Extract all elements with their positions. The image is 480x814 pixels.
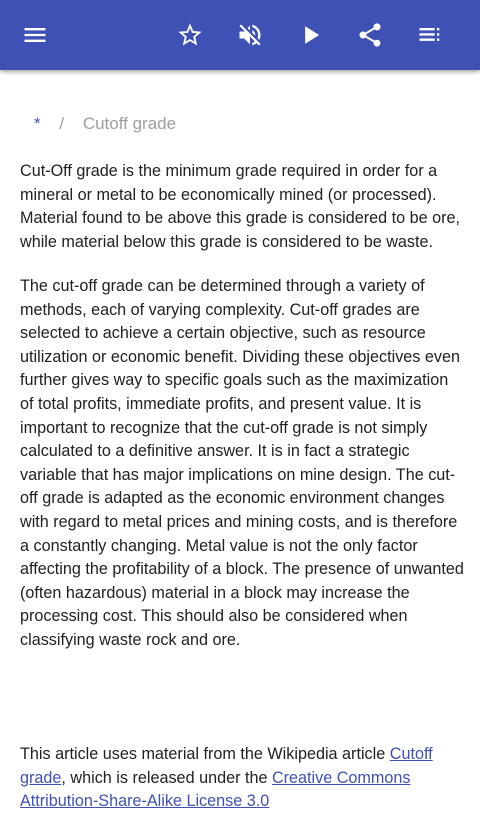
play-icon — [297, 21, 325, 49]
breadcrumb-root-link[interactable]: * — [34, 114, 41, 133]
attribution-text — [20, 743, 466, 814]
breadcrumb-separator: / — [59, 114, 65, 133]
attribution-prefix: This article uses material from the Wikipedia article — [20, 745, 390, 763]
favorite-button[interactable] — [166, 11, 214, 59]
volume-off-icon — [236, 21, 264, 49]
breadcrumb-current: Cutoff grade — [82, 114, 177, 133]
list-icon — [416, 21, 444, 49]
article-content — [0, 70, 480, 811]
menu-button[interactable] — [11, 11, 59, 59]
attribution-middle: , which is released under the — [61, 768, 272, 787]
article-paragraph-1: Cut-Off grade is the minimum grade required in order for a mineral or metal to be economically mined (or processed). Material found to be above this grade is considered to be ore, while material below this grade is considered to be waste. — [20, 162, 461, 251]
article-paragraph-2: The cut-off grade can be determined through a variety of methods, each of varying complexity. Cut-off grades are selected to achieve a certain objective, such as resource utilization or economic benefit. Dividing these objectives even further gives way to specific goals such as the maximization of total profits, immediate profits, and present value. It is important to recognize that the cut-off grade is not simply calculated to a definitive answer. It is in fact a strategic variable that has major implications on mine design. The cut-off grade is adapted as the economic environment changes with regard to metal prices and mining costs, and is therefore a constantly changing. Metal value is not the only factor affecting the profitability of a block. The presence of unwanted (often hazardous) material in a block may increase the processing cost. This should also be considered when classifying waste rock and ore. — [20, 277, 464, 649]
toc-button[interactable] — [406, 11, 454, 59]
wikipedia-article-link[interactable]: Cutoff grade — [20, 745, 433, 787]
license-link[interactable]: Creative Commons Attribution-Share-Alike License 3.0 — [20, 768, 411, 811]
play-button[interactable] — [287, 11, 335, 59]
share-button[interactable] — [346, 11, 394, 59]
app-toolbar — [0, 0, 480, 70]
hamburger-menu-icon — [21, 21, 49, 49]
breadcrumb — [34, 114, 176, 134]
share-icon — [356, 21, 384, 49]
mute-button[interactable] — [226, 11, 274, 59]
star-outline-icon — [176, 21, 204, 49]
